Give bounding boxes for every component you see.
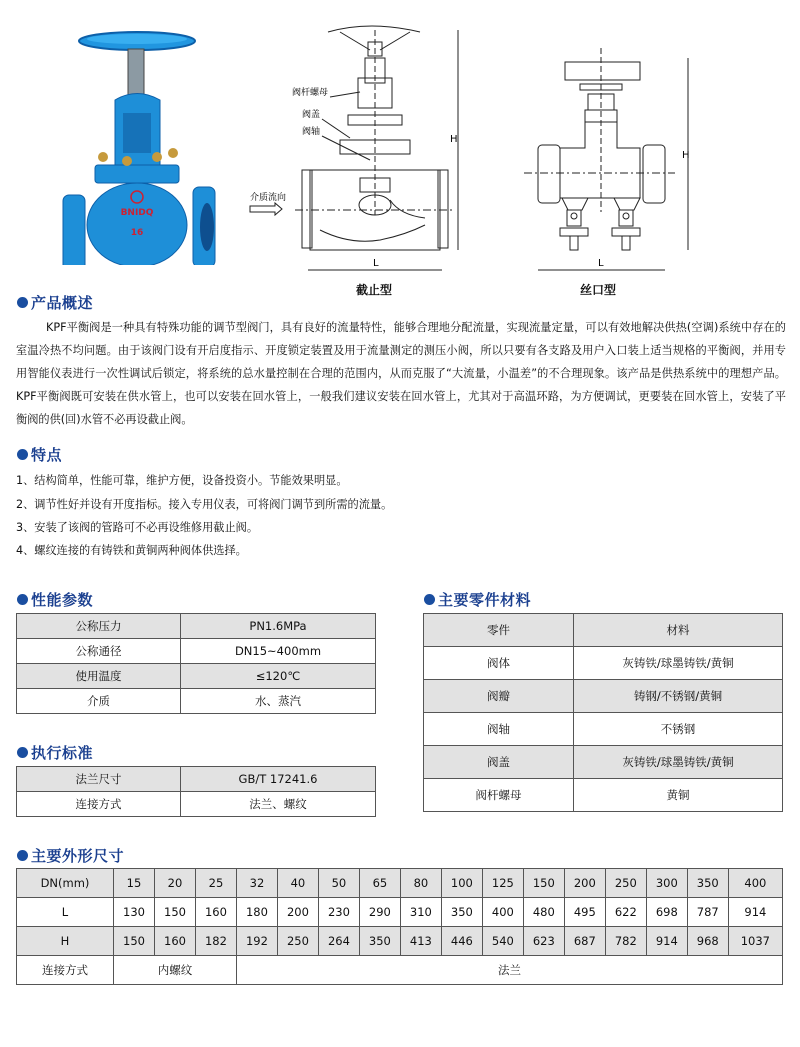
label-shaft: 阀轴 [302,127,321,137]
standards-heading: 执行标准 [17,742,93,763]
bullet-icon [17,297,28,308]
dim-cell: 698 [646,898,687,927]
valve-bonnet [95,165,179,183]
connection-row: 连接方式 内螺纹 法兰 [17,956,783,985]
feature-item: 3、安装了该阀的管路可不必再设维修用截止阀。 [16,521,259,534]
feature-item: 4、螺纹连接的有铸铁和黄铜两种阀体供选择。 [16,544,247,557]
dim-cell: 290 [359,898,400,927]
table-row: 介质 水、蒸汽 [17,689,376,714]
dim-cell: 20 [154,869,195,898]
dim-cell: 446 [441,927,482,956]
brand-mark: BNIDQ [120,208,154,218]
table-row: 公称通径 DN15~400mm [17,639,376,664]
table-row: 法兰尺寸 GB/T 17241.6 [17,767,376,792]
dim-cell: 192 [236,927,277,956]
dim-cell: 160 [195,898,236,927]
dim-cell: 264 [318,927,359,956]
label-stem-nut: 阀杆螺母 [292,88,329,98]
dimensions-table [16,868,783,985]
valve-body [87,183,187,265]
dim-cell: 914 [646,927,687,956]
table-row: 连接方式 法兰、螺纹 [17,792,376,817]
feature-item: 1、结构简单，性能可靠，维护方便，设备投资小。节能效果明显。 [16,474,348,487]
bullet-icon [17,449,28,460]
dim-cell: 480 [523,898,564,927]
dim-cell: 350 [687,869,728,898]
performance-heading: 性能参数 [17,589,93,610]
table-header-row: 零件 材料 [424,614,783,647]
dim-cell: 623 [523,927,564,956]
dim-cell: 150 [114,927,155,956]
dim-cell: 622 [605,898,646,927]
dim-cell: 125 [482,869,523,898]
dim-h-label: H [450,134,458,145]
label-bonnet: 阀盖 [302,110,321,120]
dim-cell: 413 [400,927,441,956]
dim-cell: 250 [277,927,318,956]
dn-row: DN(mm) 15 20 25 32 40 50 65 80 100 125 150 200 250 300 350 400 [17,869,783,898]
dim-cell: 300 [646,869,687,898]
dim-cell: 495 [564,898,605,927]
dim-cell: 130 [114,898,155,927]
left-flange [63,195,85,265]
pressure-mark: 16 [130,228,144,238]
table-row: 公称压力 PN1.6MPa [17,614,376,639]
table-row: 阀盖 灰铸铁/球墨铸铁/黄铜 [424,746,783,779]
dim-cell: 968 [687,927,728,956]
standards-table [16,766,376,817]
flow-arrow-icon [250,203,282,215]
l-row: L 130 150 160 180 200 230 290 310 350 400 480 495 622 698 787 914 [17,898,783,927]
table-row: 阀杆螺母 黄铜 [424,779,783,812]
dim-cell: 1037 [728,927,782,956]
dim-cell: 150 [523,869,564,898]
valve-stem [128,49,144,95]
bullet-icon [424,594,435,605]
globe-type-caption: 截止型 [356,283,393,297]
dim-cell: 310 [400,898,441,927]
dim-cell: 182 [195,927,236,956]
dim-cell: 400 [728,869,782,898]
dim-cell: 350 [359,927,400,956]
dim-cell: 230 [318,898,359,927]
dim-cell: 180 [236,898,277,927]
thread-connection-cell: 内螺纹 [114,956,237,985]
dim-cell: 100 [441,869,482,898]
table-row: 阀瓣 铸钢/不锈钢/黄铜 [424,680,783,713]
dim-cell: 150 [154,898,195,927]
bullet-icon [17,747,28,758]
dimensions-heading: 主要外形尺寸 [17,845,124,866]
valve-photo [55,25,225,265]
dim-cell: 782 [605,927,646,956]
features-heading: 特点 [17,444,62,465]
dim-cell: 687 [564,927,605,956]
materials-table [423,613,783,812]
performance-table [16,613,376,714]
dim-cell: 15 [114,869,155,898]
dim-cell: 25 [195,869,236,898]
dim-cell: 200 [564,869,605,898]
bullet-icon [17,594,28,605]
dim-cell: 400 [482,898,523,927]
globe-valve-drawing [230,0,510,300]
handwheel-icon [79,32,195,50]
dim-cell: 200 [277,898,318,927]
table-row: 阀体 灰铸铁/球墨铸铁/黄铜 [424,647,783,680]
dim-cell: 914 [728,898,782,927]
dim-cell: 250 [605,869,646,898]
materials-heading: 主要零件材料 [424,589,531,610]
dim-cell: 160 [154,927,195,956]
overview-heading: 产品概述 [17,292,93,313]
dim-cell: 32 [236,869,277,898]
feature-item: 2、调节性好并设有开度指标。接入专用仪表，可将阀门调节到所需的流量。 [16,498,393,511]
table-row: 阀轴 不锈钢 [424,713,783,746]
dim-l-label-2: L [598,258,604,269]
dim-cell: 80 [400,869,441,898]
dim-cell: 50 [318,869,359,898]
flow-direction-label: 介质流向 [250,193,287,203]
threaded-valve-drawing [510,0,800,300]
dim-cell: 40 [277,869,318,898]
dim-cell: 65 [359,869,400,898]
h-row: H 150 160 182 192 250 264 350 413 446 540 623 687 782 914 968 1037 [17,927,783,956]
dim-h-label-2: H [682,150,690,161]
dim-cell: 350 [441,898,482,927]
dim-l-label: L [373,258,379,269]
thread-type-caption: 丝口型 [580,283,617,297]
bullet-icon [17,850,28,861]
dim-cell: 787 [687,898,728,927]
flange-connection-cell: 法兰 [236,956,782,985]
dim-cell: 540 [482,927,523,956]
overview-text: KPF平衡阀是一种具有特殊功能的调节型阀门，具有良好的流量特性，能够合理地分配流量，实现流量定量，可以有效地解决供热(空调)系统中存在的室温冷热不均问题。由于该阀门设有开启度指示、开度锁定装置及用于流量测定的测压小阀，所以只要有各支路及用户入口装上适当规格的平衡阀，并用专用智能仪表进行一次性调试后锁定，将系统的总水量控制在合理的范围内，从而克服了“大流量，小温差”的不合理现象。该产品是供热系统中的理想产品。KPF平衡阀既可安装在供水管上，也可以安装在回水管上，一般我们建议安装在回水管上，尤其对于高温环路，为方便调试，更要装在回水管上，安装了平衡阀的供(回)水管不必再设截止阀。 [16,321,786,426]
table-row: 使用温度 ≤120℃ [17,664,376,689]
